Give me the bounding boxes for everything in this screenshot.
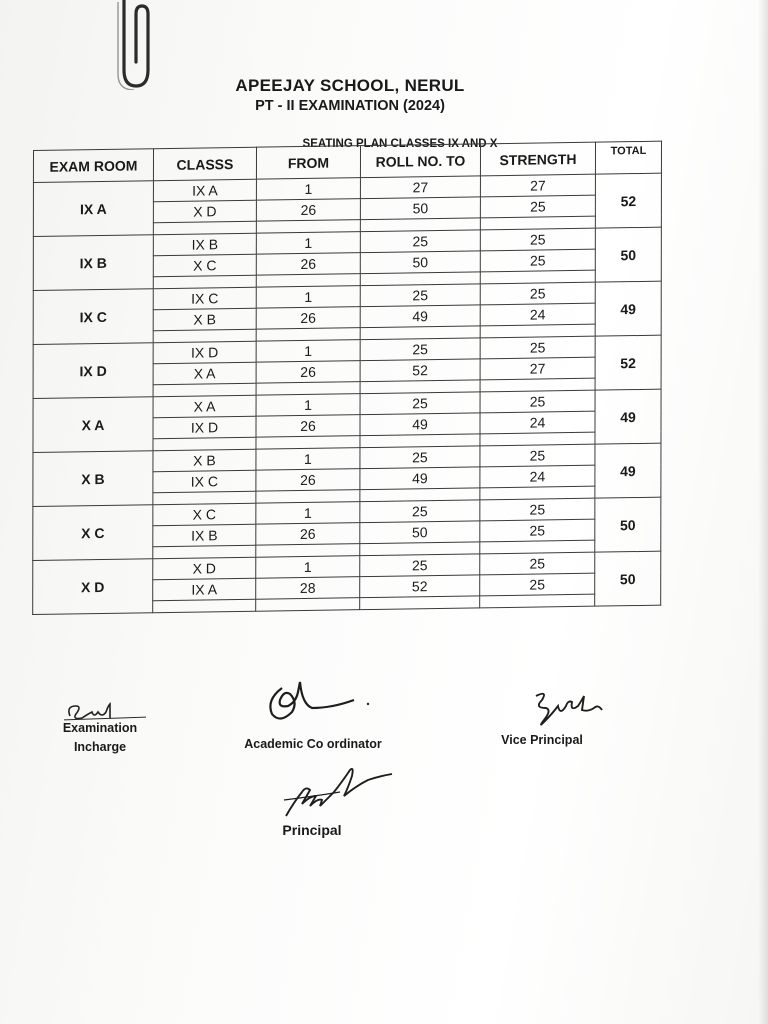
from-cell: 28 <box>256 577 360 600</box>
roll-to-cell: 25 <box>360 284 480 307</box>
class-cell: X C <box>153 254 256 277</box>
exam-title: PT - II EXAMINATION (2024) <box>255 98 445 114</box>
roll-to-cell: 25 <box>360 230 480 253</box>
empty-cell <box>480 594 595 608</box>
exam-room-cell: IX A <box>33 181 153 237</box>
roll-to-cell: 25 <box>360 554 480 577</box>
col-header-exam-room: EXAM ROOM <box>33 149 153 183</box>
class-cell: X A <box>153 395 256 418</box>
seating-plan-title: SEATING PLAN CLASSES IX AND X <box>302 138 498 150</box>
roll-to-cell: 52 <box>360 575 480 598</box>
class-cell: X D <box>153 557 256 580</box>
class-cell: IX B <box>153 524 256 547</box>
strength-cell: 24 <box>480 465 595 488</box>
class-cell: IX A <box>153 578 256 601</box>
total-cell: 49 <box>595 443 661 498</box>
empty-cell <box>360 596 480 610</box>
from-cell: 1 <box>256 340 360 363</box>
total-cell: 50 <box>595 497 661 552</box>
examination-incharge-label-line2: Incharge <box>73 740 127 754</box>
col-header-class: CLASSS <box>153 147 256 181</box>
strength-cell: 25 <box>480 444 595 467</box>
strength-cell: 25 <box>480 390 595 413</box>
strength-cell: 25 <box>480 195 595 218</box>
roll-to-cell: 25 <box>360 446 480 469</box>
total-cell: 52 <box>595 335 661 390</box>
strength-cell: 24 <box>480 411 595 434</box>
exam-room-cell: IX D <box>33 343 153 399</box>
total-cell: 49 <box>595 281 661 336</box>
exam-room-cell: IX B <box>33 235 153 291</box>
roll-to-cell: 25 <box>360 500 480 523</box>
strength-cell: 25 <box>480 519 595 542</box>
principal-label: Principal <box>282 822 342 838</box>
strength-cell: 27 <box>480 174 595 197</box>
from-cell: 26 <box>256 253 360 276</box>
strength-cell: 25 <box>480 336 595 359</box>
roll-to-cell: 49 <box>360 413 480 436</box>
class-cell: X A <box>153 362 256 385</box>
class-cell: X B <box>153 449 256 472</box>
from-cell: 1 <box>256 286 360 309</box>
from-cell: 1 <box>256 394 360 417</box>
col-header-roll-to: ROLL NO. TO <box>360 144 480 178</box>
examination-incharge-label-line1: Examination <box>62 721 138 735</box>
seating-plan-table <box>32 141 662 615</box>
from-cell: 1 <box>256 556 360 579</box>
from-cell: 26 <box>256 523 360 546</box>
strength-cell: 25 <box>480 249 595 272</box>
class-cell: X B <box>153 308 256 331</box>
seating-plan-table-wrapper <box>32 141 663 675</box>
roll-to-cell: 25 <box>360 392 480 415</box>
strength-cell: 24 <box>480 303 595 326</box>
roll-to-cell: 49 <box>360 305 480 328</box>
exam-room-cell: X D <box>33 559 153 615</box>
empty-cell <box>256 598 360 612</box>
strength-cell: 25 <box>480 573 595 596</box>
col-header-from: FROM <box>256 146 360 180</box>
from-cell: 1 <box>256 502 360 525</box>
from-cell: 26 <box>256 469 360 492</box>
class-cell: IX C <box>153 287 256 310</box>
vice-principal-label: Vice Principal <box>501 733 583 747</box>
from-cell: 26 <box>256 307 360 330</box>
roll-to-cell: 27 <box>360 176 480 199</box>
roll-to-cell: 49 <box>360 467 480 490</box>
roll-to-cell: 52 <box>360 359 480 382</box>
strength-cell: 25 <box>480 282 595 305</box>
from-cell: 1 <box>256 448 360 471</box>
exam-room-cell: IX C <box>33 289 153 345</box>
total-cell: 50 <box>595 551 661 606</box>
school-name: APEEJAY SCHOOL, NERUL <box>235 76 465 95</box>
strength-cell: 25 <box>480 552 595 575</box>
class-cell: IX D <box>153 341 256 364</box>
class-cell: X D <box>153 200 256 223</box>
total-cell: 49 <box>595 389 661 444</box>
class-cell: IX D <box>153 416 256 439</box>
academic-coordinator-label: Academic Co ordinator <box>244 737 382 751</box>
strength-cell: 25 <box>480 498 595 521</box>
total-cell: 50 <box>595 227 661 282</box>
col-header-total: TOTAL <box>595 141 661 174</box>
total-cell: 52 <box>595 173 661 228</box>
signature-icon <box>522 686 606 732</box>
exam-room-cell: X C <box>33 505 153 561</box>
signature-icon <box>276 762 396 822</box>
from-cell: 26 <box>256 415 360 438</box>
class-cell: IX B <box>153 233 256 256</box>
from-cell: 1 <box>256 178 360 201</box>
signature-icon <box>262 678 372 728</box>
exam-room-cell: X A <box>33 397 153 453</box>
class-cell: IX A <box>153 179 256 202</box>
empty-cell <box>153 599 256 613</box>
roll-to-cell: 25 <box>360 338 480 361</box>
roll-to-cell: 50 <box>360 251 480 274</box>
strength-cell: 27 <box>480 357 595 380</box>
exam-room-cell: X B <box>33 451 153 507</box>
from-cell: 26 <box>256 361 360 384</box>
roll-to-cell: 50 <box>360 197 480 220</box>
from-cell: 1 <box>256 232 360 255</box>
class-cell: IX C <box>153 470 256 493</box>
col-header-strength: STRENGTH <box>480 142 595 176</box>
table-body <box>33 173 662 614</box>
from-cell: 26 <box>256 199 360 222</box>
strength-cell: 25 <box>480 228 595 251</box>
class-cell: X C <box>153 503 256 526</box>
roll-to-cell: 50 <box>360 521 480 544</box>
